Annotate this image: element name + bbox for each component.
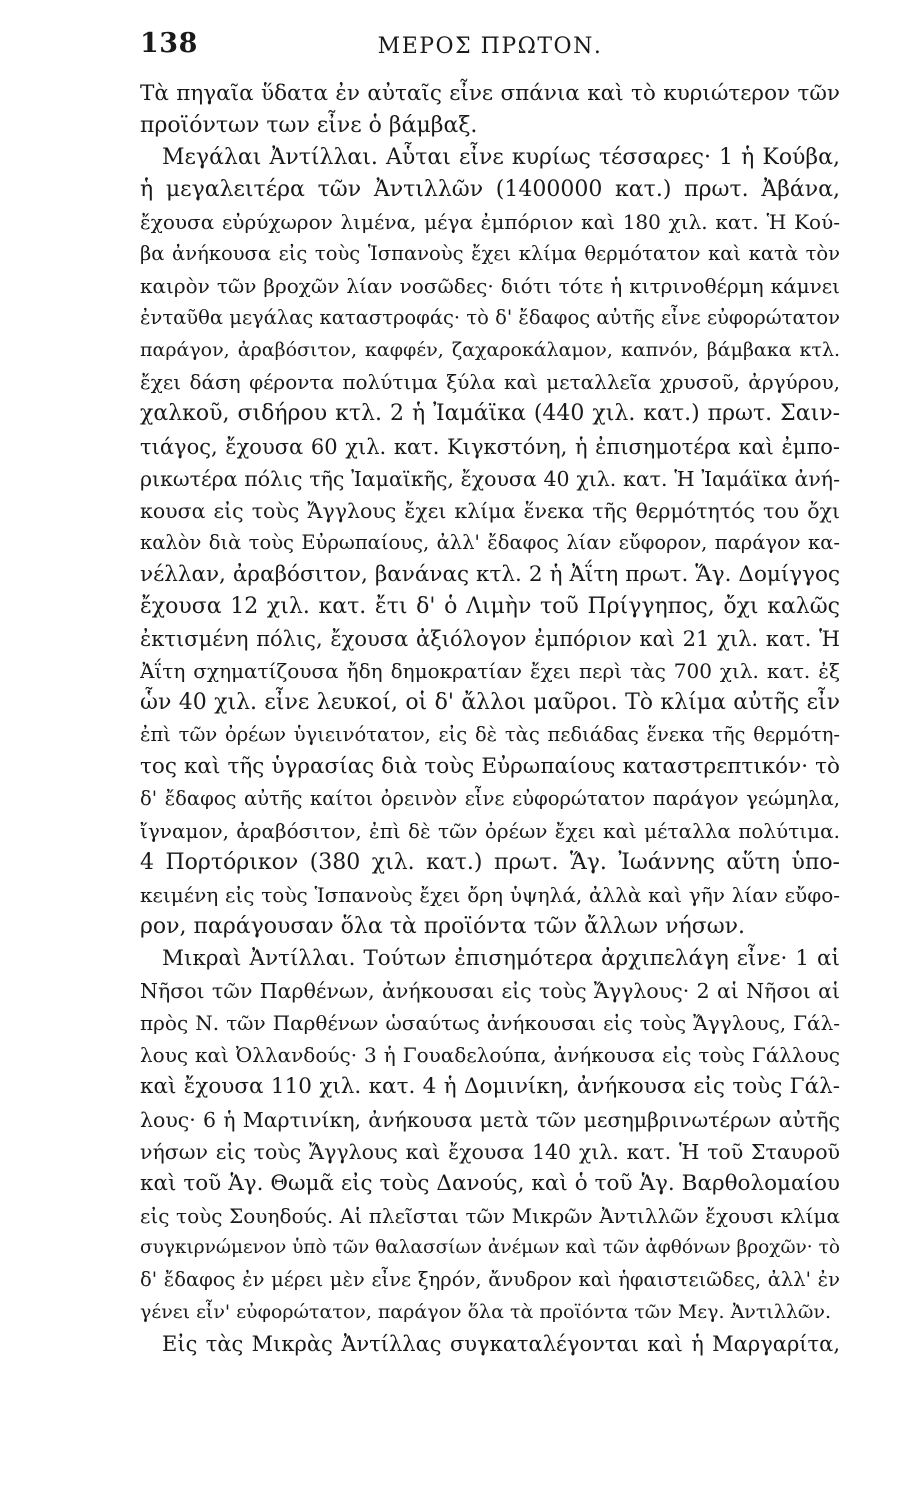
- text-line: νήσων εἰς τοὺς Ἄγγλους καὶ ἔχουσα 140 χιλ. κατ. Ἡ τοῦ Σταυροῦ: [140, 1139, 840, 1164]
- text-line: δ' ἔδαφος αὐτῆς καίτοι ὀρεινὸν εἶνε εὐφορώτατον παράγον γεώμηλα,: [140, 787, 840, 811]
- text-line: λους καὶ Ὀλλανδούς· 3 ἡ Γουαδελούπα, ἀνήκουσα εἰς τοὺς Γάλλους: [140, 1043, 840, 1068]
- text-line: κουσα εἰς τοὺς Ἄγγλους ἔχει κλίμα ἕνεκα τῆς θερμότητός του ὄχι: [140, 498, 840, 523]
- text-line: Μεγάλαι Ἀντίλλαι. Αὗται εἶνε κυρίως τέσσαρες· 1 ἡ Κούβα,: [162, 145, 840, 171]
- text-line: καὶ ἔχουσα 110 χιλ. κατ. 4 ἡ Δομινίκη, ἀνήκουσα εἰς τοὺς Γάλ-: [140, 1074, 840, 1100]
- text-line: ἐκτισμένη πόλις, ἔχουσα ἀξιόλογον ἐμπόριον καὶ 21 χιλ. κατ. Ἡ: [140, 626, 840, 651]
- running-head: ΜΕΡΟΣ ΠΡΩΤΟΝ.: [377, 34, 603, 59]
- text-line: δ' ἔδαφος ἐν μέρει μὲν εἶνε ξηρόν, ἄνυδρον καὶ ἡφαιστειῶδες, ἀλλ' ἐν: [140, 1267, 840, 1291]
- text-line: λους· 6 ἡ Μαρτινίκη, ἀνήκουσα μετὰ τῶν μεσημβρινωτέρων αὐτῆς: [140, 1107, 840, 1132]
- text-line: πρὸς Ν. τῶν Παρθένων ὡσαύτως ἀνήκουσαι εἰς τοὺς Ἄγγλους, Γάλ-: [140, 1011, 840, 1036]
- text-line: εἰς τοὺς Σουηδούς. Αἱ πλεῖσται τῶν Μικρῶν Ἀντιλλῶν ἔχουσι κλίμα: [140, 1203, 840, 1228]
- text-line: νέλλαν, ἀραβόσιτον, βανάνας κτλ. 2 ἡ Ἀΐτη πρωτ. Ἅγ. Δομίγγος: [140, 561, 840, 587]
- text-line: ἔχει δάση φέροντα πολύτιμα ξύλα καὶ μεταλλεῖα χρυσοῦ, ἀργύρου,: [140, 370, 840, 395]
- text-line: κειμένη εἰς τοὺς Ἱσπανοὺς ἔχει ὄρη ὑψηλά, ἀλλὰ καὶ γῆν λίαν εὔφο-: [140, 883, 840, 908]
- text-line: ἴγναμον, ἀραβόσιτον, ἐπὶ δὲ τῶν ὀρέων ἔχει καὶ μέταλλα πολύτιμα.: [140, 819, 840, 844]
- text-line: καλὸν διὰ τοὺς Εὐρωπαίους, ἀλλ' ἔδαφος λίαν εὔφορον, παράγον κα-: [140, 530, 840, 554]
- text-line: καιρὸν τῶν βροχῶν λίαν νοσῶδες· διότι τότε ἡ κιτρινοθέρμη κάμνει: [140, 274, 840, 299]
- text-line: ἐπὶ τῶν ὀρέων ὑγιεινότατον, εἰς δὲ τὰς πεδιάδας ἕνεκα τῆς θερμότη-: [140, 722, 840, 746]
- text-line: τιάγος, ἔχουσα 60 χιλ. κατ. Κιγκστόνη, ἡ ἐπισημοτέρα καὶ ἐμπο-: [140, 434, 840, 459]
- text-line: Νῆσοι τῶν Παρθένων, ἀνήκουσαι εἰς τοὺς Ἄγγλους· 2 αἱ Νῆσοι αἱ: [140, 979, 840, 1004]
- text-line: γένει εἶν' εὐφορώτατον, παράγον ὅλα τὰ προϊόντα τῶν Μεγ. Ἀντιλλῶν.: [140, 1300, 831, 1323]
- text-line: ἐνταῦθα μεγάλας καταστροφάς· τὸ δ' ἔδαφος αὐτῆς εἶνε εὐφορώτατον: [140, 306, 840, 330]
- text-line: καὶ τοῦ Ἁγ. Θωμᾶ εἰς τοὺς Δανούς, καὶ ὁ τοῦ Ἁγ. Βαρθολομαίου: [140, 1170, 840, 1196]
- text-line: Ἀΐτη σχηματίζουσα ἤδη δημοκρατίαν ἔχει περὶ τὰς 700 χιλ. κατ. ἐξ: [140, 658, 840, 683]
- text-line: παράγον, ἀραβόσιτον, καφφέν, ζαχαροκάλαμον, καπνόν, βάμβακα κτλ.: [140, 339, 840, 362]
- text-line: ἔχουσα εὐρύχωρον λιμένα, μέγα ἐμπόριον καὶ 180 χιλ. κατ. Ἡ Κού-: [140, 210, 840, 235]
- text-line: συγκιρνώμενον ὑπὸ τῶν θαλασσίων ἀνέμων καὶ τῶν ἀφθόνων βροχῶν· τὸ: [140, 1236, 840, 1258]
- text-line: Μικραὶ Ἀντίλλαι. Τούτων ἐπισημότερα ἀρχιπελάγη εἶνε· 1 αἱ: [162, 946, 840, 972]
- text-line: προϊόντων των εἶνε ὁ βάμβαξ.: [140, 113, 478, 139]
- body-text: [140, 78, 840, 1360]
- text-line: ἡ μεγαλειτέρα τῶν Ἀντιλλῶν (1400000 κατ.) πρωτ. Ἀβάνα,: [140, 177, 840, 203]
- text-line: χαλκοῦ, σιδήρου κτλ. 2 ἡ Ἰαμάϊκα (440 χιλ. κατ.) πρωτ. Σαιν-: [140, 401, 840, 427]
- text-line: τος καὶ τῆς ὑγρασίας διὰ τοὺς Εὐρωπαίους καταστρεπτικόν· τὸ: [140, 753, 840, 779]
- text-line: 4 Πορτόρικον (380 χιλ. κατ.) πρωτ. Ἅγ. Ἰωάννης αὕτη ὑπο-: [140, 850, 840, 876]
- text-line: ρον, παράγουσαν ὅλα τὰ προϊόντα τῶν ἄλλων νήσων.: [140, 914, 746, 940]
- text-line: ρικωτέρα πόλις τῆς Ἰαμαϊκῆς, ἔχουσα 40 χιλ. κατ. Ἡ Ἰαμάϊκα ἀνή-: [140, 466, 840, 491]
- page-header: [140, 26, 840, 66]
- text-line: βα ἀνήκουσα εἰς τοὺς Ἱσπανοὺς ἔχει κλίμα θερμότατον καὶ κατὰ τὸν: [140, 242, 840, 266]
- text-line: ἔχουσα 12 χιλ. κατ. ἔτι δ' ὁ Λιμὴν τοῦ Πρίγγηπος, ὄχι καλῶς: [140, 593, 840, 619]
- text-line: Τὰ πηγαῖα ὕδατα ἐν αὐταῖς εἶνε σπάνια καὶ τὸ κυριώτερον τῶν: [140, 81, 840, 106]
- text-line: ὧν 40 χιλ. εἶνε λευκοί, οἱ δ' ἄλλοι μαῦροι. Τὸ κλίμα αὐτῆς εἶν: [140, 689, 840, 715]
- page-number: 138: [140, 28, 198, 59]
- text-line: Εἰς τὰς Μικρὰς Ἀντίλλας συγκαταλέγονται καὶ ἡ Μαργαρίτα,: [162, 1331, 840, 1356]
